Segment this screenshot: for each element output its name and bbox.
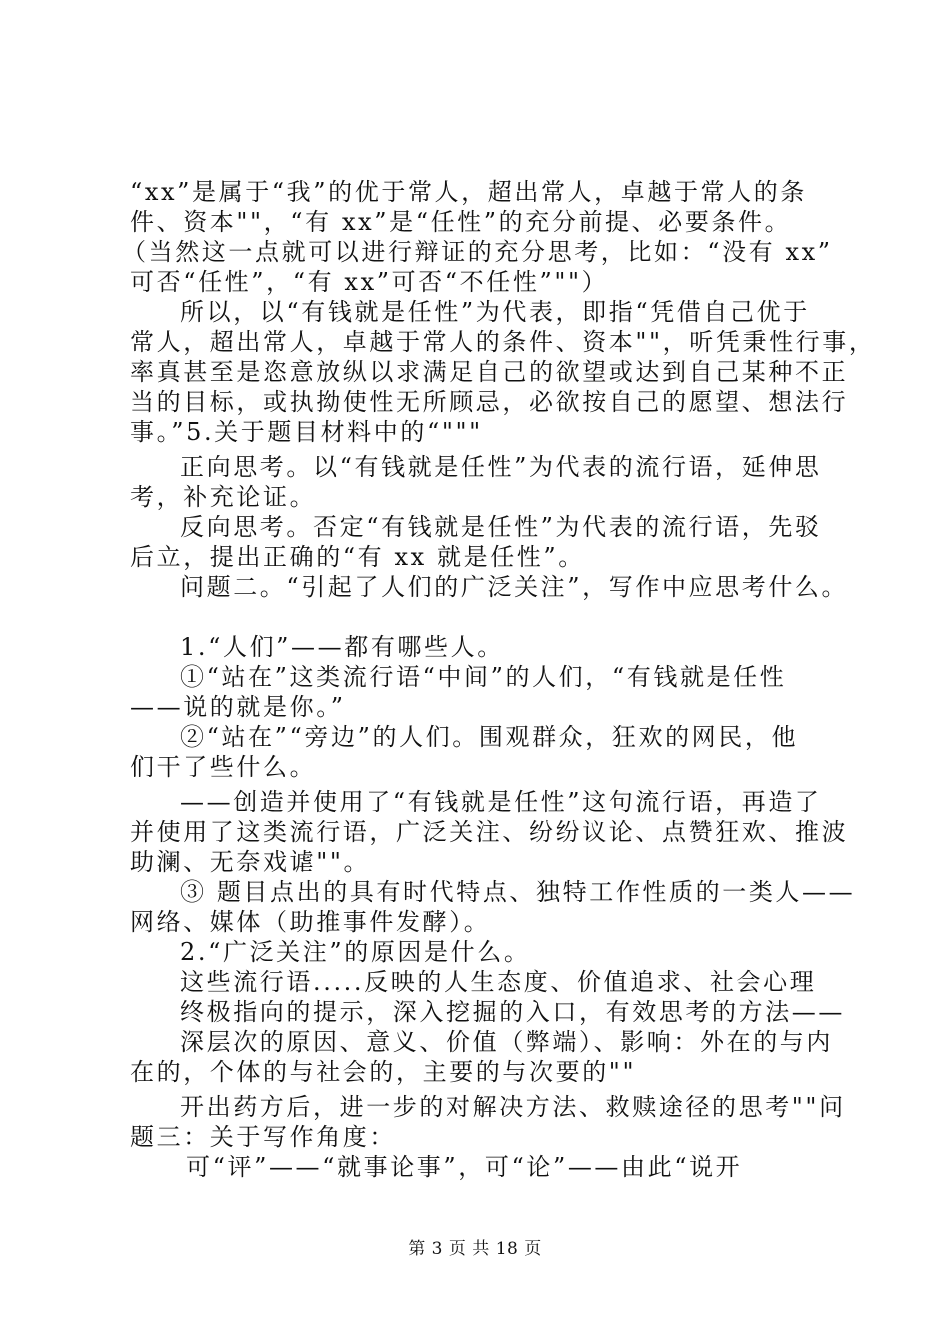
- text-line: 率真甚至是恣意放纵以求满足自己的欲望或达到自己某种不正: [130, 358, 849, 386]
- text-line: 题三：关于写作角度：: [130, 1123, 396, 1151]
- text-line: ③ 题目点出的具有时代特点、独特工作性质的一类人——: [180, 878, 856, 906]
- text-line: 考，补充论证。: [130, 483, 317, 511]
- text-line: 2.“广泛关注”的原因是什么。: [180, 938, 531, 966]
- text-line: 这些流行语.....反映的人生态度、价值追求、社会心理: [180, 968, 817, 996]
- text-line: 可“评”——“就事论事”，可“论”——由此“说开: [186, 1153, 743, 1181]
- text-line: 深层次的原因、意义、价值（弊端）、影响：外在的与内: [180, 1028, 833, 1056]
- text-line: 助澜、无奈戏谑""。: [130, 848, 371, 876]
- text-line: 反向思考。否定“有钱就是任性”为代表的流行语，先驳: [180, 513, 822, 541]
- text-line: 事。”5.关于题目材料中的“""": [130, 418, 483, 446]
- text-line: 终极指向的提示，深入挖掘的入口，有效思考的方法——: [180, 998, 845, 1026]
- text-line: 所以，以“有钱就是任性”为代表，即指“凭借自己优于: [180, 298, 810, 326]
- text-line: 当的目标，或执拗使性无所顾忌，必欲按自己的愿望、想法行: [130, 388, 849, 416]
- text-line: 正向思考。以“有钱就是任性”为代表的流行语，延伸思: [180, 453, 822, 481]
- text-line: “xx”是属于“我”的优于常人，超出常人，卓越于常人的条: [130, 178, 807, 206]
- text-line: 网络、媒体（助推事件发酵）。: [130, 908, 491, 936]
- text-line: 1.“人们”——都有哪些人。: [180, 633, 504, 661]
- text-line: 常人，超出常人，卓越于常人的条件、资本""，听凭秉性行事，: [130, 328, 876, 356]
- text-line: （当然这一点就可以进行辩证的充分思考，比如：“没有 xx”: [122, 238, 833, 266]
- text-line: ①“站在”这类流行语“中间”的人们，“有钱就是任性: [180, 663, 787, 691]
- page-footer: 第 3 页 共 18 页: [408, 1239, 542, 1259]
- text-line: 开出药方后，进一步的对解决方法、救赎途径的思考""问: [180, 1093, 846, 1121]
- text-line: ——创造并使用了“有钱就是任性”这句流行语，再造了: [180, 788, 822, 816]
- text-line: 们干了些什么。: [130, 753, 317, 781]
- text-line: 问题二。“引起了人们的广泛关注”，写作中应思考什么。: [180, 573, 849, 601]
- text-line: 后立，提出正确的“有 xx 就是任性”。: [130, 543, 585, 571]
- text-line: 件、资本""，“有 xx”是“任性”的充分前提、必要条件。: [130, 208, 792, 236]
- text-line: ②“站在”“旁边”的人们。围观群众，狂欢的网民，他: [180, 723, 799, 751]
- text-line: 并使用了这类流行语，广泛关注、纷纷议论、点赞狂欢、推波: [130, 818, 849, 846]
- text-line: 可否“任性”，“有 xx”可否“不任性”""）: [130, 268, 609, 296]
- text-line: 在的，个体的与社会的，主要的与次要的"": [130, 1058, 637, 1086]
- text-line: ——说的就是你。”: [130, 693, 346, 721]
